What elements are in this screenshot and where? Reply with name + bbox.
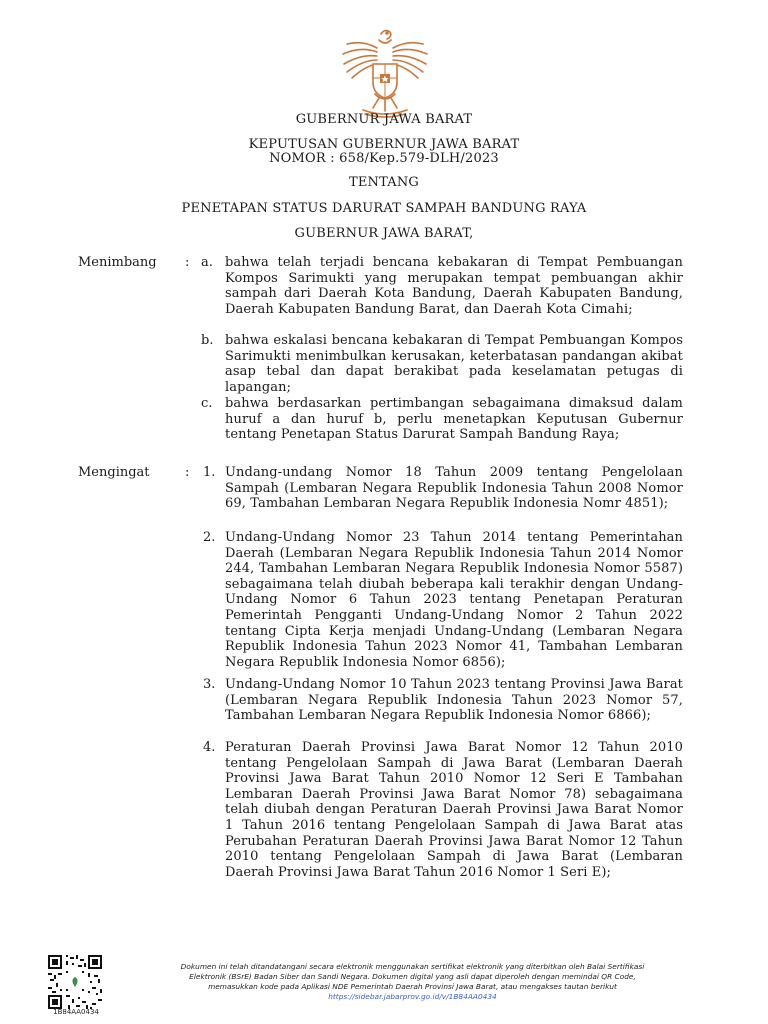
mengingat-item-4-mark: 4. [203, 740, 216, 755]
menimbang-item-c-mark: c. [201, 396, 213, 411]
governor-heading: GUBERNUR JAWA BARAT [295, 112, 473, 127]
garuda-emblem-icon [333, 24, 437, 120]
mengingat-item-3-text: Undang-Undang Nomor 10 Tahun 2023 tentang Provinsi Jawa Barat (Lembaran Negara Republik Indonesia Tahun 2023 Nomor 57, Tambahan Lembaran Negara Republik Indonesia Nomor 6866); [225, 677, 683, 724]
verification-link[interactable]: https://sidebar.jabarprov.go.id/v/1B84AA0434 [328, 992, 497, 1001]
mengingat-label: Mengingat [78, 465, 150, 480]
qr-code-text: 1B84AA0434 [53, 1008, 99, 1016]
menimbang-item-c-text: bahwa berdasarkan pertimbangan sebagaimana dimaksud dalam huruf a dan huruf b, perlu menetapkan Keputusan Gubernur tentang Penetapan Status Darurat Sampah Bandung Raya; [225, 396, 683, 443]
decision-number: NOMOR : 658/Kep.579-DLH/2023 [269, 151, 499, 166]
qr-code-icon[interactable] [48, 955, 102, 1009]
menimbang-item-b-text: bahwa eskalasi bencana kebakaran di Tempat Pembuangan Kompos Sarimukti menimbulkan kerusakan, keterbatasan pandangan akibat asap tebal dan dapat berakibat pada keselamatan petugas di lapangan; [225, 333, 683, 395]
mengingat-item-3-mark: 3. [203, 677, 216, 692]
mengingat-item-2-mark: 2. [203, 530, 216, 545]
menimbang-colon: : [185, 255, 190, 270]
menimbang-label: Menimbang [78, 255, 157, 270]
e-signature-notice [135, 962, 690, 1002]
mengingat-item-4-text: Peraturan Daerah Provinsi Jawa Barat Nomor 12 Tahun 2010 tentang Pengelolaan Sampah di Jawa Barat (Lembaran Daerah Provinsi Jawa Barat Tahun 2010 Nomor 12 Seri E Tambahan Lembaran Daerah Provinsi Jawa Barat Nomor 78) sebagaimana telah diubah dengan Peraturan Daerah Provinsi Jawa Barat Nomor 1 Tahun 2016 tentang Pengelolaan Sampah di Jawa Barat atas Perubahan Peraturan Daerah Provinsi Jawa Barat Nomor 12 Tahun 2010 tentang Pengelolaan Sampah di Jawa Barat (Lembaran Daerah Provinsi Jawa Barat Tahun 2016 Nomor 1 Seri E); [225, 740, 683, 880]
mengingat-colon: : [185, 465, 190, 480]
menimbang-item-b-mark: b. [201, 333, 214, 348]
footer-line-2: Elektronik (BSrE) Badan Siber dan Sandi Negara. Dokumen digital yang asli dapat diperoleh dengan memindai QR Code, [189, 972, 636, 981]
decision-title: KEPUTUSAN GUBERNUR JAWA BARAT [248, 137, 520, 152]
menimbang-item-a-text: bahwa telah terjadi bencana kebakaran di Tempat Pembuangan Kompos Sarimukti yang merupakan tempat pembuangan akhir sampah dari Daerah Kota Bandung, Daerah Kabupaten Bandung, Daerah Kabupaten Bandung Barat, dan Daerah Kota Cimahi; [225, 255, 683, 317]
mengingat-item-1-mark: 1. [203, 465, 216, 480]
mengingat-item-1-text: Undang-undang Nomor 18 Tahun 2009 tentang Pengelolaan Sampah (Lembaran Negara Republik Indonesia Tahun 2008 Nomor 69, Tambahan Lembaran Negara Republik Indonesia Nomr 4851); [225, 465, 683, 512]
mengingat-item-2-text: Undang-Undang Nomor 23 Tahun 2014 tentang Pemerintahan Daerah (Lembaran Negara Republik Indonesia Tahun 2014 Nomor 244, Tambahan Lembaran Negara Republik Indonesia Nomor 5587) sebagaimana telah diubah beberapa kali terakhir dengan Undang-Undang Nomor 6 Tahun 2023 tentang Penetapan Peraturan Pemerintah Pengganti Undang-Undang Nomor 2 Tahun 2022 tentang Cipta Kerja menjadi Undang-Undang (Lembaran Negara Republik Indonesia Tahun 2023 Nomor 41, Tambahan Lembaran Negara Republik Indonesia Nomor 6856); [225, 530, 683, 670]
footer-line-3: memasukkan kode pada Aplikasi NDE Pemerintah Daerah Provinsi Jawa Barat, atau mengakses tautan berikut [208, 982, 617, 991]
decision-subject: PENETAPAN STATUS DARURAT SAMPAH BANDUNG RAYA [181, 201, 587, 216]
about-heading: TENTANG [348, 175, 420, 190]
signatory-heading: GUBERNUR JAWA BARAT, [294, 226, 474, 241]
footer-line-1: Dokumen ini telah ditandatangani secara elektronik menggunakan sertifikat elektronik yang diterbitkan oleh Balai Sertifikasi [180, 962, 645, 971]
menimbang-item-a-mark: a. [201, 255, 213, 270]
